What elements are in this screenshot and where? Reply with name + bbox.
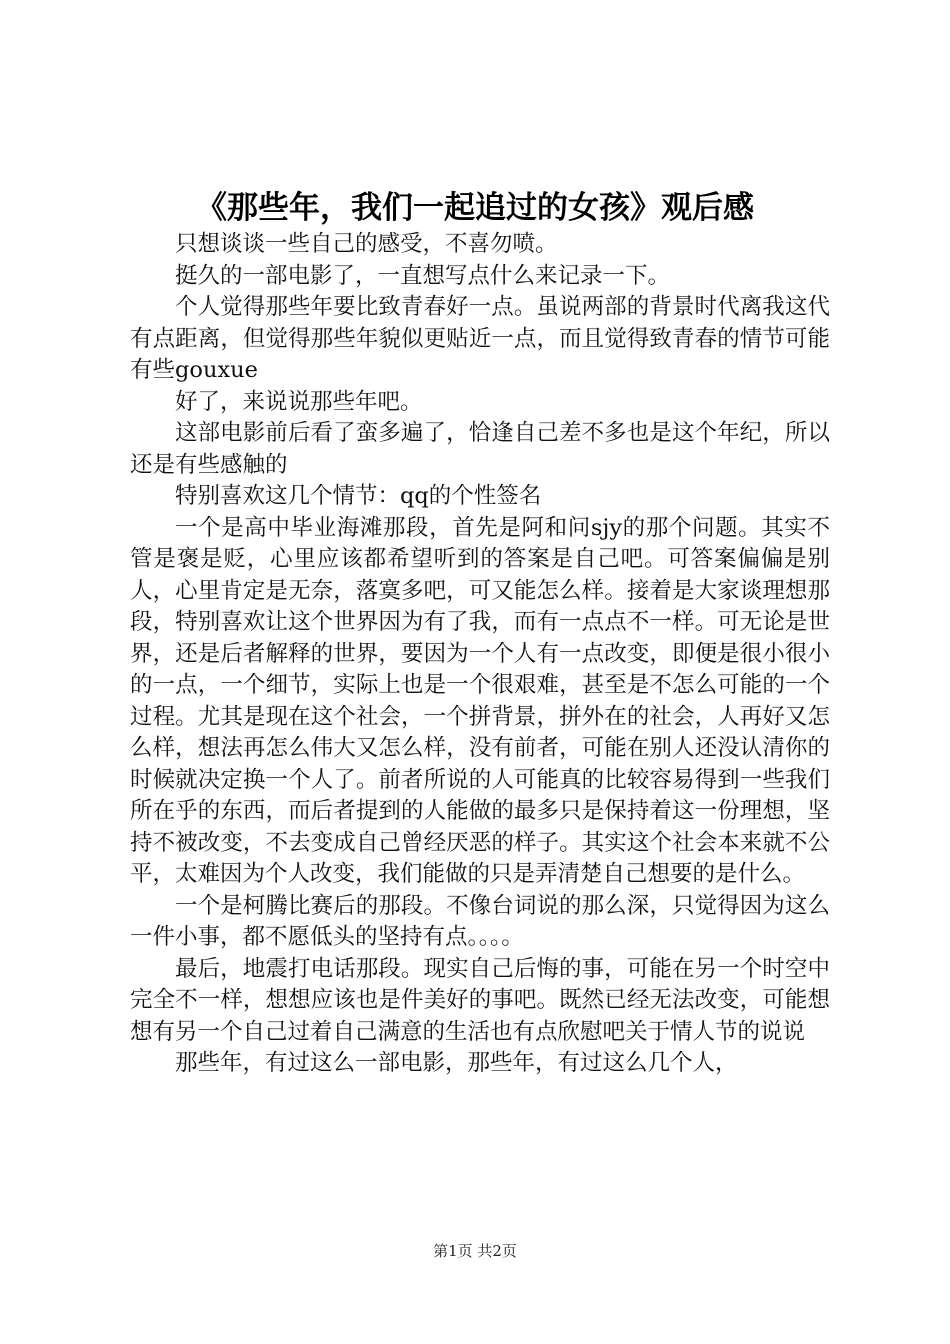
paragraph: 挺久的一部电影了，一直想写点什么来记录一下。 <box>175 262 671 289</box>
paragraph: 个人觉得那些年要比致青春好一点。虽说两部的背景时代离我这代有点距离，但觉得那些年貌似更贴近一点，而且觉得致青春的情节可能有些gouxue <box>130 294 830 383</box>
document-body <box>130 229 830 1080</box>
paragraph: 这部电影前后看了蛮多遍了，恰逢自己差不多也是这个年纪，所以还是有些感触的 <box>130 420 830 478</box>
paragraph: 最后，地震打电话那段。现实自己后悔的事，可能在另一个时空中完全不一样，想想应该也是件美好的事吧。既然已经无法改变，可能想想有另一个自己过着自己满意的生活也有点欣慰吧关于情人节的说说 <box>130 955 830 1045</box>
document-title: 《那些年，我们一起追过的女孩》观后感 <box>196 190 754 226</box>
paragraph: 好了，来说说那些年吧。 <box>175 388 423 415</box>
paragraph: 那些年，有过这么一部电影，那些年，有过这么几个人， <box>175 1050 738 1076</box>
page-number-footer: 第1页 共2页 <box>433 1242 517 1260</box>
paragraph: 特别喜欢这几个情节：qq的个性签名 <box>175 483 542 509</box>
paragraph: 只想谈谈一些自己的感受，不喜勿喷。 <box>175 231 558 257</box>
paragraph: 一个是柯腾比赛后的那段。不像台词说的那么深，只觉得因为这么一件小事，都不愿低头的坚持有点。。。。 <box>130 892 830 950</box>
paragraph: 一个是高中毕业海滩那段，首先是阿和问sjy的那个问题。其实不管是褒是贬，心里应该都希望听到的答案是自己吧。可答案偏偏是别人，心里肯定是无奈，落寞多吧，可又能怎么样。接着是大家谈理想那段，特别喜欢让这个世界因为有了我，而有一点点不一样。可无论是世界，还是后者解释的世界，要因为一个人有一点改变，即便是很小很小的一点，一个细节，实际上也是一个很艰难，甚至是不怎么可能的一个过程。尤其是现在这个社会，一个拼背景，拼外在的社会，人再好又怎么样，想法再怎么伟大又怎么样，没有前者，可能在别人还没认清你的时候就决定换一个人了。前者所说的人可能真的比较容易得到一些我们所在乎的东西，而后者提到的人能做的最多只是保持着这一份理想，坚持不被改变，不去变成自己曾经厌恶的样子。其实这个社会本来就不公平，太难因为个人改变，我们能做的只是弄清楚自己想要的是什么。 <box>130 514 830 887</box>
